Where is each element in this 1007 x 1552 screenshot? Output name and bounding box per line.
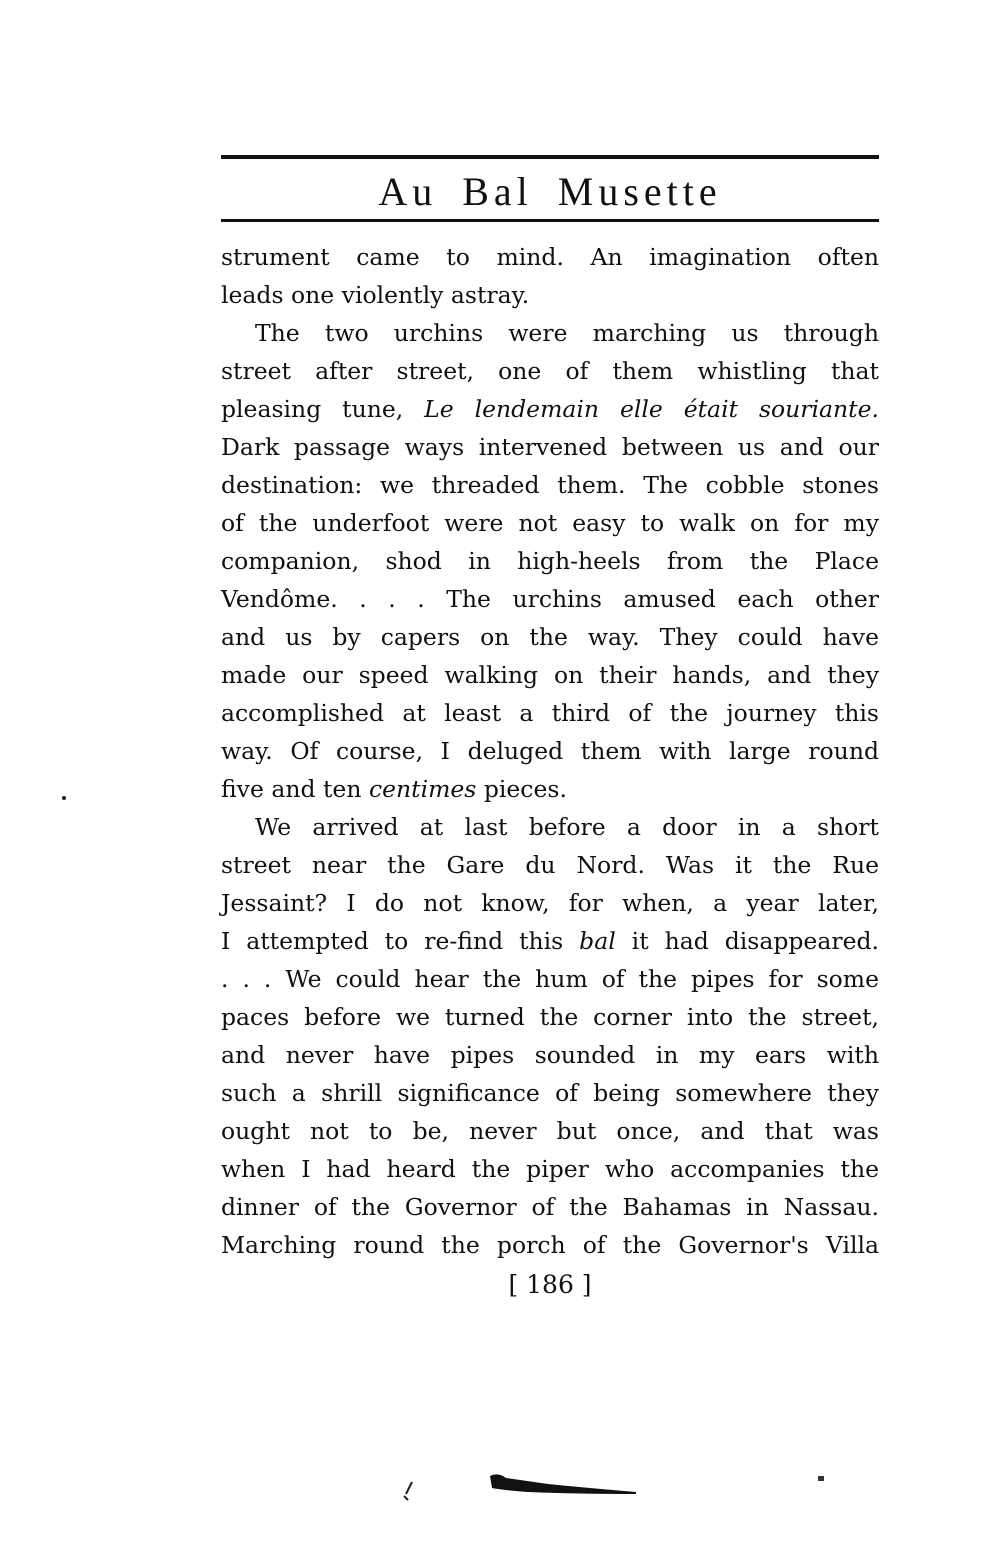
scan-speck <box>62 796 66 800</box>
text-line <box>221 922 879 960</box>
text-line: paces before we turned the corner into the street, <box>221 1003 879 1031</box>
text-line: ought not to be, never but once, and that was <box>221 1117 879 1145</box>
text-line: such a shrill significance of being somewhere they <box>221 1079 879 1107</box>
text-line: of the underfoot were not easy to walk on for my <box>221 509 879 537</box>
text-line <box>221 390 879 428</box>
text-line: We arrived at last before a door in a short <box>255 813 879 841</box>
text-line: street after street, one of them whistling that <box>221 357 879 385</box>
text-line: dinner of the Governor of the Bahamas in Nassau. <box>221 1193 879 1221</box>
text-line: and never have pipes sounded in my ears with <box>221 1041 879 1069</box>
page-number: [ 186 ] <box>508 1270 592 1299</box>
text-line: and us by capers on the way. They could have <box>221 623 879 651</box>
text-line: The two urchins were marching us through <box>255 319 879 347</box>
text-line: leads one violently astray. <box>221 281 530 309</box>
text-line: Marching round the porch of the Governor's Villa <box>221 1231 879 1259</box>
text-line: accomplished at least a third of the journey this <box>221 699 879 727</box>
text-line: Dark passage ways intervened between us and our <box>221 433 879 461</box>
scan-mark <box>400 1480 416 1502</box>
text-line: when I had heard the piper who accompanies the <box>221 1155 879 1183</box>
text-run: I attempted to re-find this <box>221 927 580 955</box>
header-bottom-rule <box>221 219 879 222</box>
text-line: Jessaint? I do not know, for when, a year later, <box>221 889 879 917</box>
text-line: Vendôme. . . . The urchins amused each other <box>221 585 879 613</box>
text-run: pieces. <box>476 775 567 803</box>
text-run: pleasing tune, <box>221 395 425 423</box>
text-run: five and ten <box>221 775 369 803</box>
scan-speck <box>818 1476 824 1481</box>
text-line: way. Of course, I deluged them with large round <box>221 737 879 765</box>
italic-word: bal <box>579 927 616 955</box>
text-line <box>221 770 879 808</box>
scan-smudge <box>488 1470 638 1500</box>
text-line: strument came to mind. An imagination often <box>221 243 879 271</box>
text-run: it had disappeared. <box>615 927 879 955</box>
body-text <box>221 238 879 1264</box>
italic-word: centimes <box>368 775 477 803</box>
text-line: companion, shod in high-heels from the Place <box>221 547 879 575</box>
text-line: destination: we threaded them. The cobble stones <box>221 471 879 499</box>
italic-song-title: Le lendemain elle était souriante. <box>424 395 879 423</box>
text-line: street near the Gare du Nord. Was it the Rue <box>221 851 879 879</box>
header-top-rule <box>221 155 879 159</box>
running-title: Au Bal Musette <box>378 169 722 214</box>
text-line: . . . We could hear the hum of the pipes for some <box>221 965 879 993</box>
text-line: made our speed walking on their hands, and they <box>221 661 879 689</box>
